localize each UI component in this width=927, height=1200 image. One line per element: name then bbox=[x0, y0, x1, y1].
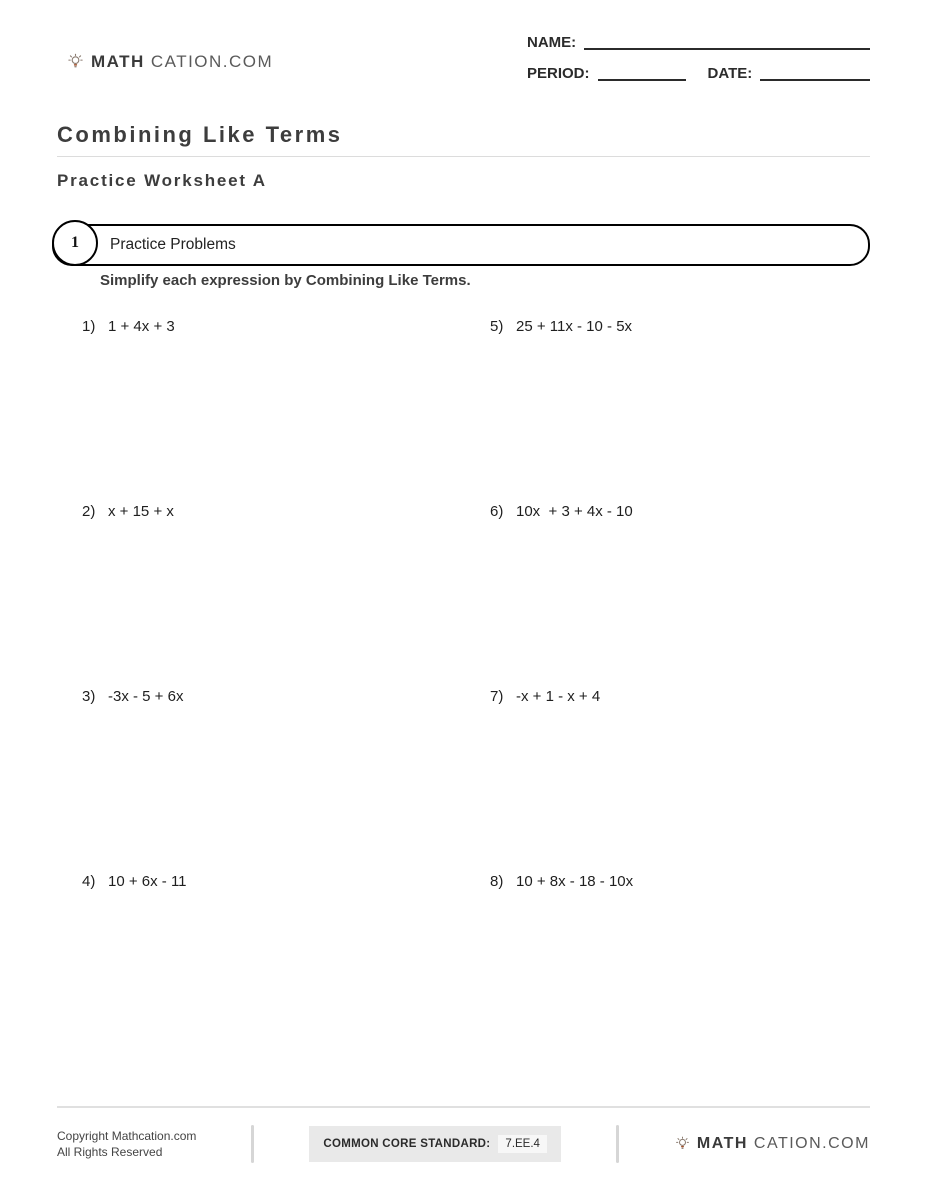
problem-expression: -x + 1 - x + 4 bbox=[516, 688, 601, 705]
section-number: 1 bbox=[71, 234, 79, 251]
name-row bbox=[527, 34, 870, 51]
section-title: Practice Problems bbox=[110, 236, 236, 253]
problem-1 bbox=[82, 318, 490, 503]
name-blank-line bbox=[584, 34, 870, 50]
standard-label: COMMON CORE STANDARD: bbox=[323, 1138, 491, 1150]
logo-text-light: CATION.COM bbox=[150, 52, 274, 71]
problem-number: 3) bbox=[82, 688, 96, 705]
name-label: NAME: bbox=[527, 34, 577, 51]
problems-grid bbox=[82, 318, 872, 1058]
problem-2 bbox=[82, 503, 490, 688]
copyright-text bbox=[57, 1128, 196, 1160]
page-title: Combining Like Terms bbox=[57, 122, 343, 147]
lightbulb-icon bbox=[66, 53, 85, 72]
problem-expression: -3x - 5 + 6x bbox=[108, 688, 184, 705]
problem-expression: 10 + 8x - 18 - 10x bbox=[516, 873, 634, 890]
lightbulb-icon bbox=[674, 1136, 691, 1153]
footer-divider-right bbox=[616, 1125, 619, 1163]
problem-4 bbox=[82, 873, 490, 1058]
mathcation-logo bbox=[66, 52, 273, 72]
section-number-badge bbox=[52, 220, 98, 266]
copyright-line-2: All Rights Reserved bbox=[57, 1145, 163, 1159]
problem-3 bbox=[82, 688, 490, 873]
date-blank-line bbox=[760, 65, 870, 81]
section-header bbox=[52, 224, 870, 266]
footer bbox=[57, 1122, 870, 1166]
standard-value: 7.EE.4 bbox=[498, 1135, 547, 1153]
copyright-line-1: Copyright Mathcation.com bbox=[57, 1128, 197, 1143]
problem-number: 4) bbox=[82, 873, 96, 890]
logo-text-bold: MATH bbox=[91, 52, 145, 71]
problem-number: 6) bbox=[490, 503, 504, 520]
logo-text-bold: MATH bbox=[696, 1135, 748, 1152]
problem-6 bbox=[490, 503, 872, 688]
common-core-standard-box bbox=[309, 1126, 561, 1162]
problem-expression: 25 + 11x - 10 - 5x bbox=[516, 318, 633, 335]
problem-expression: 10 + 6x - 11 bbox=[108, 873, 187, 890]
date-label: DATE: bbox=[707, 65, 753, 82]
student-fields bbox=[527, 34, 870, 96]
problem-number: 8) bbox=[490, 873, 504, 890]
problem-expression: 10x + 3 + 4x - 10 bbox=[516, 503, 633, 520]
problem-number: 1) bbox=[82, 318, 96, 335]
period-blank-line bbox=[598, 65, 686, 81]
period-date-row bbox=[527, 65, 870, 82]
problem-expression: 1 + 4x + 3 bbox=[108, 318, 175, 335]
problem-number: 5) bbox=[490, 318, 504, 335]
problem-number: 2) bbox=[82, 503, 96, 520]
period-label: PERIOD: bbox=[527, 65, 590, 82]
title-divider bbox=[57, 156, 870, 157]
worksheet-subtitle: Practice Worksheet A bbox=[57, 171, 267, 190]
problem-5 bbox=[490, 318, 872, 503]
footer-divider-left bbox=[251, 1125, 254, 1163]
problem-expression: x + 15 + x bbox=[108, 503, 174, 520]
logo-text-light: CATION.COM bbox=[753, 1135, 870, 1152]
footer-divider bbox=[57, 1106, 870, 1108]
problem-8 bbox=[490, 873, 872, 1058]
problem-number: 7) bbox=[490, 688, 504, 705]
instructions-text: Simplify each expression by Combining Like Terms. bbox=[100, 272, 471, 289]
footer-mathcation-logo bbox=[674, 1135, 870, 1153]
problem-7 bbox=[490, 688, 872, 873]
